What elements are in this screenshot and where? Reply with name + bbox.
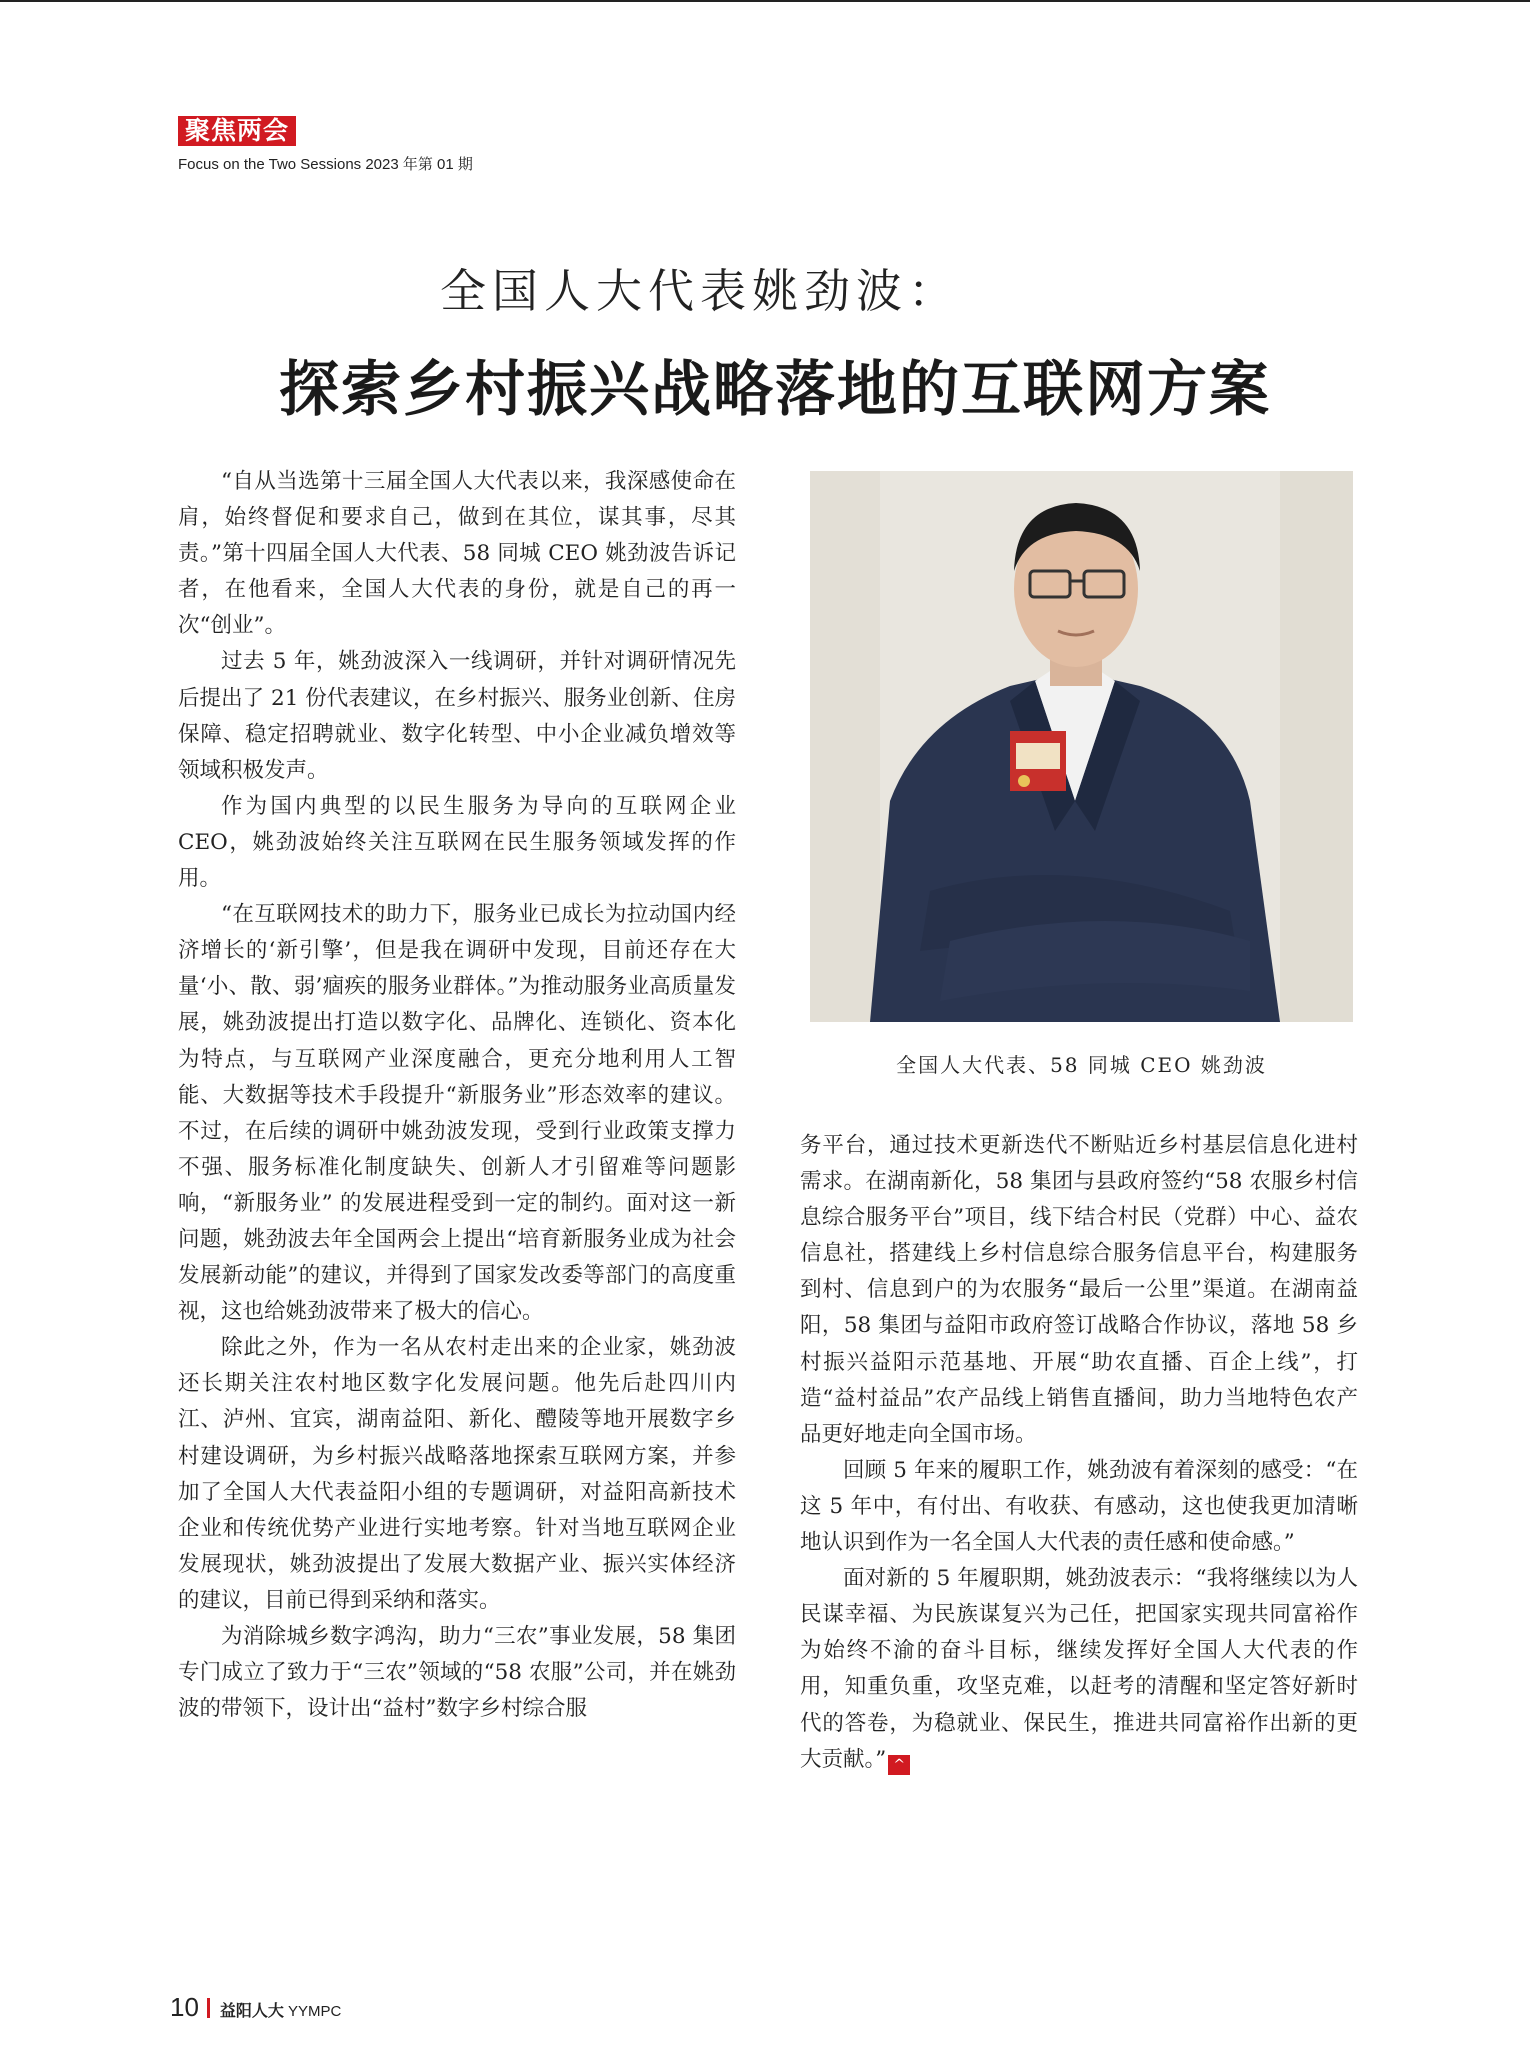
magazine-title: 益阳人大 (219, 2001, 284, 2020)
page-footer (170, 1992, 341, 2023)
section-tag: 聚焦两会 (178, 116, 296, 146)
paragraph: “在互联网技术的助力下，服务业已成长为拉动国内经济增长的‘新引擎’，但是我在调研中发现，目前还存在大量‘小、散、弱’痼疾的服务业群体。”为推动服务业高质量发展，姚劲波提出打造以数字化、品牌化、连锁化、资本化为特点，与互联网产业深度融合，更充分地利用人工智能、大数据等技术手段提升“新服务业”形态效率的建议。不过，在后续的调研中姚劲波发现，受到行业政策支撑力不强、服务标准化制度缺失、创新人才引留难等问题影响，“新服务业” 的发展进程受到一定的制约。面对这一新问题，姚劲波去年全国两会上提出“培育新服务业成为社会发展新动能”的建议，并得到了国家发改委等部门的高度重视，这也给姚劲波带来了极大的信心。 (178, 902, 736, 1325)
paragraph: 作为国内典型的以民生服务为导向的互联网企业CEO，姚劲波始终关注互联网在民生服务领域发挥的作用。 (178, 793, 736, 892)
paragraph-continuation: 务平台，通过技术更新迭代不断贴近乡村基层信息化进村需求。在湖南新化，58 集团与县政府签约“58 农服乡村信息综合服务平台”项目，线下结合村民（党群）中心、益农信息社，搭建线上乡村信息综合服务信息平台，构建服务到村、信息到户的为农服务“最后一公里”渠道。在湖南益阳，58 集团与益阳市政府签订战略合作协议，落地 58 乡村振兴益阳示范基地、开展“助农直播、百企上线”，打造“益村益品”农产品线上销售直播间，助力当地特色农产品更好地走向全国市场。 (800, 1133, 1358, 1447)
paragraph: 除此之外，作为一名从农村走出来的企业家，姚劲波还长期关注农村地区数字化发展问题。他先后赴四川内江、泸州、宜宾，湖南益阳、新化、醴陵等地开展数字乡村建设调研，为乡村振兴战略落地探索互联网方案，并参加了全国人大代表益阳小组的专题调研，对益阳高新技术企业和传统优势产业进行实地考察。针对当地互联网企业发展现状，姚劲波提出了发展大数据产业、振兴实体经济的建议，目前已得到采纳和落实。 (178, 1335, 736, 1613)
paragraph: 为消除城乡数字鸿沟，助力“三农”事业发展，58 集团专门成立了致力于“三农”领域的“58 农服”公司，并在姚劲波的带领下，设计出“益村”数字乡村综合服 (178, 1624, 736, 1722)
paragraph-text: 面对新的 5 年履职期，姚劲波表示：“我将继续以为人民谋幸福、为民族谋复兴为己任，把国家实现共同富裕作为始终不渝的奋斗目标，继续发挥好全国人大代表的作用，知重负重，攻坚克难，以赶考的清醒和坚定答好新时代的答卷，为稳就业、保民生，推进共同富裕作出新的更大贡献。” (800, 1566, 1358, 1772)
paragraph: 回顾 5 年来的履职工作，姚劲波有着深刻的感受：“在这 5 年中，有付出、有收获、有感动，这也使我更加清晰地认识到作为一名全国人大代表的责任感和使命感。” (800, 1457, 1358, 1556)
page-number: 10 (170, 1992, 199, 2022)
paragraph: “自从当选第十三届全国人大代表以来，我深感使命在肩，始终督促和要求自己，做到在其位，谋其事，尽其责。”第十四届全国人大代表、58 同城 CEO 姚劲波告诉记者，在他看来，全国人大代表的身份，就是自己的再一次“创业”。 (178, 469, 736, 639)
portrait-photo (810, 471, 1353, 1022)
footer-divider (207, 1998, 210, 2018)
top-rule (0, 0, 1530, 2)
article-kicker-title: 全国人大代表姚劲波： (440, 264, 960, 318)
photo-caption: 全国人大代表、58 同城 CEO 姚劲波 (896, 1053, 1267, 1077)
portrait-illustration (810, 471, 1353, 1022)
issue-line: Focus on the Two Sessions 2023 年第 01 期 (178, 156, 473, 173)
right-text-column (800, 1128, 1358, 1778)
article-main-title: 探索乡村振兴战略落地的互联网方案 (279, 355, 1271, 425)
article-end-mark: ^ (888, 1755, 910, 1775)
left-text-column (178, 464, 736, 1727)
paragraph (800, 1561, 1358, 1778)
magazine-code: YYMPC (287, 2003, 342, 2020)
paragraph: 过去 5 年，姚劲波深入一线调研，并针对调研情况先后提出了 21 份代表建议，在乡村振兴、服务业创新、住房保障、稳定招聘就业、数字化转型、中小企业减负增效等领域积极发声。 (178, 649, 736, 783)
